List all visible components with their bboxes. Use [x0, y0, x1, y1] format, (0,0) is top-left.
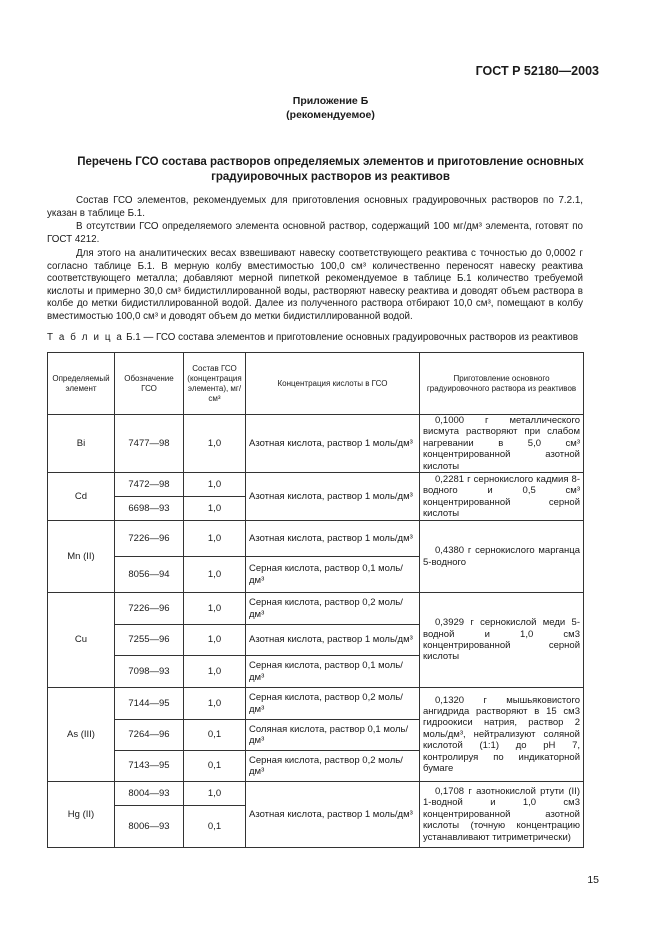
cell-gso: 7144—95 — [115, 688, 184, 720]
cell-acid — [246, 415, 420, 473]
cell-acid — [246, 521, 420, 557]
table-header-row — [48, 353, 584, 415]
cell-gso: 8056—94 — [115, 557, 184, 593]
cell-gso: 7226—96 — [115, 593, 184, 625]
cell-composition: 1,0 — [184, 473, 246, 497]
paragraph-2: В отсутствии ГСО определяемого элемента основной раствор, содержащий 100 мг/дм³ элемента, готовят по ГОСТ 4212. — [47, 221, 583, 245]
header-composition: Состав ГСО (концентрация элемента), мг/см³ — [184, 353, 246, 415]
table-row — [48, 473, 584, 497]
prep-text: 0,2281 г сернокислого кадмия 8-водного и 0,5 см³ концентрированной серной кислоты — [423, 473, 580, 519]
cell-element: Cd — [48, 473, 115, 521]
cell-element: Hg (II) — [48, 782, 115, 848]
document-code: ГОСТ Р 52180—2003 — [475, 64, 599, 78]
cell-element: As (III) — [48, 688, 115, 782]
cell-composition: 1,0 — [184, 782, 246, 806]
acid-text: Азотная кислота, раствор 1 моль/дм³ — [249, 437, 413, 449]
table-caption — [47, 332, 607, 343]
table-row — [48, 593, 584, 625]
cell-acid — [246, 782, 420, 848]
acid-text: Азотная кислота, раствор 1 моль/дм³ — [249, 808, 413, 820]
cell-element: Cu — [48, 593, 115, 688]
cell-gso: 8004—93 — [115, 782, 184, 806]
table-row — [48, 782, 584, 806]
header-gso: Обозначение ГСО — [115, 353, 184, 415]
cell-acid — [246, 751, 420, 782]
cell-preparation — [420, 415, 584, 473]
table-caption-prefix: Т а б л и ц а — [47, 332, 124, 343]
acid-text: Азотная кислота, раствор 1 моль/дм³ — [249, 490, 413, 502]
prep-text: 0,1000 г металлического висмута растворяют при слабом нагревании в 5,0 см³ концентрированной азотной кислоты — [423, 415, 580, 472]
cell-composition: 1,0 — [184, 593, 246, 625]
cell-composition: 1,0 — [184, 497, 246, 521]
section-title-line-1: Перечень ГСО состава растворов определяемых элементов и приготовление основных — [77, 156, 584, 168]
prep-text: 0,4380 г сернокислого марганца 5-водного — [423, 545, 580, 568]
cell-gso: 6698—93 — [115, 497, 184, 521]
acid-text: Серная кислота, раствор 0,2 моль/дм³ — [249, 692, 403, 715]
appendix-heading — [0, 94, 661, 122]
cell-composition: 0,1 — [184, 751, 246, 782]
acid-text: Азотная кислота, раствор 1 моль/дм³ — [249, 634, 413, 646]
cell-gso: 8006—93 — [115, 806, 184, 848]
cell-element: Mn (II) — [48, 521, 115, 593]
acid-text: Серная кислота, раствор 0,1 моль/дм³ — [249, 660, 403, 683]
table-row — [48, 415, 584, 473]
cell-preparation — [420, 521, 584, 593]
acid-text: Азотная кислота, раствор 1 моль/дм³ — [249, 532, 413, 544]
cell-acid — [246, 656, 420, 688]
prep-text: 0,1320 г мышьяковистого ангидрида растворяют в 15 см3 гидроокиси натрия, раствор 2 моль/дм³, нейтрализуют соляной кислотой (1:1) до рН 7, контролируя по индикаторной бумаге — [423, 694, 580, 775]
appendix-status: (рекомендуемое) — [286, 109, 375, 121]
acid-text: Серная кислота, раствор 0,2 моль/дм³ — [249, 754, 403, 778]
cell-acid — [246, 720, 420, 751]
header-preparation: Приготовление основного градуировочного раствора из реактивов — [420, 353, 584, 415]
acid-text: Соляная кислота, раствор 0,1 моль/дм³ — [249, 723, 409, 747]
cell-preparation — [420, 782, 584, 848]
page-number: 15 — [587, 874, 599, 886]
cell-gso: 7255—96 — [115, 625, 184, 656]
cell-gso: 7098—93 — [115, 656, 184, 688]
cell-element: Bi — [48, 415, 115, 473]
cell-acid — [246, 593, 420, 625]
header-element: Определяемый элемент — [48, 353, 115, 415]
paragraph-1: Состав ГСО элементов, рекомендуемых для приготовления основных градуировочных растворов по 7.2.1, указан в таблице Б.1. — [47, 195, 583, 219]
cell-composition: 1,0 — [184, 415, 246, 473]
gso-table — [47, 352, 584, 848]
cell-composition: 1,0 — [184, 688, 246, 720]
section-title — [60, 155, 601, 185]
cell-acid — [246, 688, 420, 720]
cell-gso: 7226—96 — [115, 521, 184, 557]
section-title-line-2: градуировочных растворов из реактивов — [211, 171, 450, 183]
cell-preparation — [420, 593, 584, 688]
acid-text: Серная кислота, раствор 0,2 моль/дм³ — [249, 597, 403, 620]
paragraph-3: Для этого на аналитических весах взвешивают навеску соответствующего реактива с точностью до 0,0002 г согласно таблице Б.1. В мерную колбу вместимостью 100,0 см³ количественно переносят навеску реактива соответствующего металла; добавляют мерной пипеткой рекомендуемое в таблице Б.1 количество требуемой кислоты и примерно 30,0 см³ бидистиллированной воды, растворяют навеску реактива и доводят объем раствора в колбе до метки бидистиллированной водой. Далее из полученного раствора отбирают 10,0 см³, помещают в колбу вместимостью 100,0 см³ и доводят объем до метки бидистиллированной водой. — [47, 248, 583, 322]
cell-composition: 1,0 — [184, 656, 246, 688]
table-row — [48, 688, 584, 720]
cell-gso: 7472—98 — [115, 473, 184, 497]
header-acid: Концентрация кислоты в ГСО — [246, 353, 420, 415]
cell-composition: 1,0 — [184, 625, 246, 656]
cell-gso: 7143—95 — [115, 751, 184, 782]
cell-composition: 1,0 — [184, 521, 246, 557]
cell-preparation — [420, 688, 584, 782]
cell-acid — [246, 473, 420, 521]
appendix-title: Приложение Б — [292, 95, 369, 107]
cell-composition: 0,1 — [184, 806, 246, 848]
prep-text: 0,1708 г азотнокислой ртути (II) 1-водной и 1,0 см3 концентрированной азотной кислоты (точную концентрацию устанавливают титриметрически) — [423, 786, 580, 843]
cell-gso: 7264—96 — [115, 720, 184, 751]
table-row — [48, 521, 584, 557]
cell-acid — [246, 557, 420, 593]
cell-composition: 0,1 — [184, 720, 246, 751]
table-caption-text: Б.1 — ГСО состава элементов и приготовление основных градуировочных растворов из реактивов — [123, 332, 579, 343]
prep-text: 0,3929 г сернокислой меди 5-водной и 1,0 см3 концентрированной серной кислоты — [423, 617, 580, 663]
cell-acid — [246, 625, 420, 656]
cell-composition: 1,0 — [184, 557, 246, 593]
acid-text: Серная кислота, раствор 0,1 моль/дм³ — [249, 563, 403, 586]
cell-preparation — [420, 473, 584, 521]
cell-gso: 7477—98 — [115, 415, 184, 473]
